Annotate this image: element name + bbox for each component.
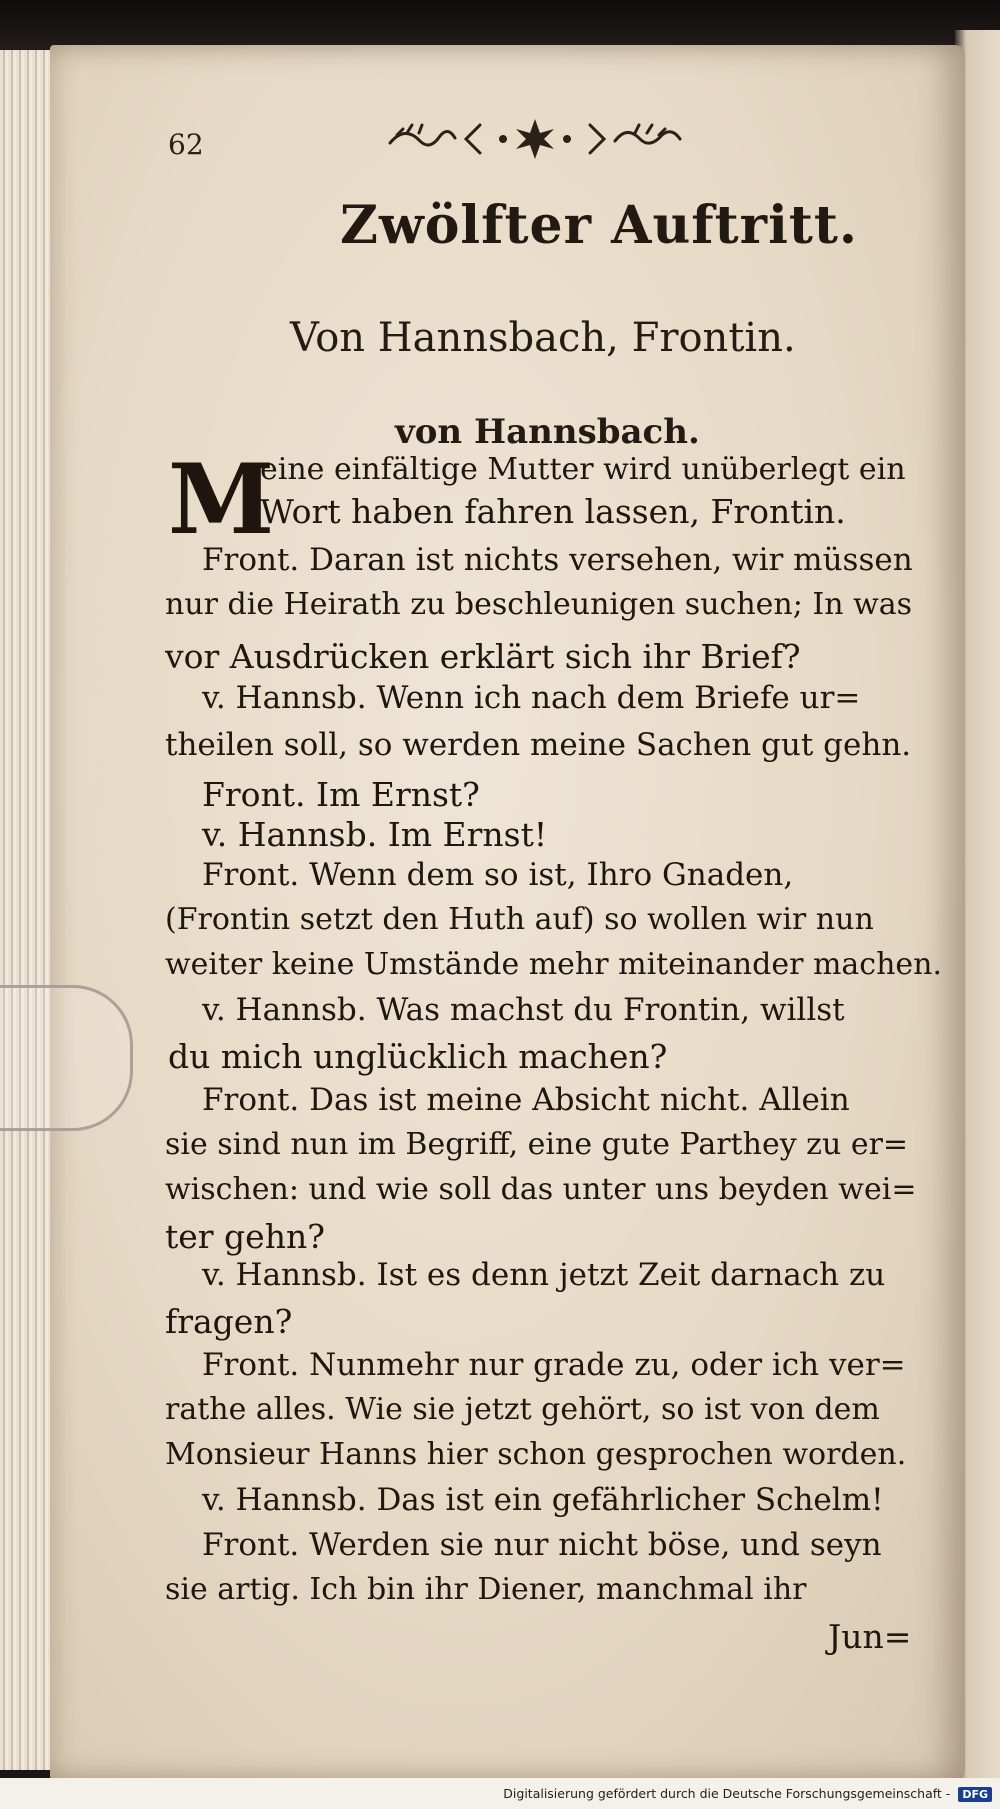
ornament-flourish-icon bbox=[385, 113, 685, 163]
text-line: v. Hannsb. Wenn ich nach dem Briefe ur= bbox=[202, 680, 861, 716]
drop-cap: M bbox=[168, 443, 275, 556]
text-line: Front. Nunmehr nur grade zu, oder ich ver= bbox=[202, 1347, 906, 1383]
speaker-heading: von Hannsbach. bbox=[395, 412, 700, 452]
text-line: Front. Wenn dem so ist, Ihro Gnaden, bbox=[202, 857, 794, 893]
text-line: Front. Daran ist nichts versehen, wir müssen bbox=[202, 542, 913, 578]
scene-title: Zwölfter Auftritt. bbox=[340, 195, 858, 256]
text-line: wischen: und wie soll das unter uns beyden wei= bbox=[165, 1172, 917, 1207]
text-line: du mich unglücklich machen? bbox=[168, 1037, 668, 1076]
text-line: vor Ausdrücken erklärt sich ihr Brief? bbox=[165, 637, 801, 676]
text-line: eine einfältige Mutter wird unüberlegt ein bbox=[260, 452, 906, 487]
characters-line: Von Hannsbach, Frontin. bbox=[290, 315, 796, 361]
funding-text: Digitalisierung gefördert durch die Deutsche Forschungsgemeinschaft - bbox=[503, 1786, 951, 1801]
text-line: v. Hannsb. Ist es denn jetzt Zeit darnach zu bbox=[202, 1257, 886, 1293]
text-line: v. Hannsb. Das ist ein gefährlicher Schelm! bbox=[202, 1482, 884, 1518]
text-line: Wort haben fahren lassen, Frontin. bbox=[260, 492, 846, 531]
page-clip bbox=[0, 985, 133, 1131]
text-line: theilen soll, so werden meine Sachen gut gehn. bbox=[165, 727, 912, 763]
page-number: 62 bbox=[168, 128, 204, 161]
text-line: Front. Werden sie nur nicht böse, und seyn bbox=[202, 1527, 882, 1563]
text-line: weiter keine Umstände mehr miteinander machen. bbox=[165, 947, 943, 982]
text-line: nur die Heirath zu beschleunigen suchen; In was bbox=[165, 587, 913, 622]
dfg-logo: DFG bbox=[958, 1787, 992, 1802]
text-line: sie artig. Ich bin ihr Diener, manchmal ihr bbox=[165, 1572, 807, 1607]
text-line: ter gehn? bbox=[165, 1217, 325, 1256]
text-line: fragen? bbox=[165, 1302, 293, 1341]
text-line: v. Hannsb. Im Ernst! bbox=[202, 815, 548, 854]
text-line: Front. Das ist meine Absicht nicht. Allein bbox=[202, 1082, 850, 1118]
text-line: Monsieur Hanns hier schon gesprochen worden. bbox=[165, 1437, 907, 1472]
text-line: (Frontin setzt den Huth auf) so wollen wir nun bbox=[165, 902, 874, 937]
text-line: sie sind nun im Begriff, eine gute Parthey zu er= bbox=[165, 1127, 909, 1162]
text-line: v. Hannsb. Was machst du Frontin, willst bbox=[202, 992, 845, 1028]
text-line: rathe alles. Wie sie jetzt gehört, so ist von dem bbox=[165, 1392, 880, 1427]
text-line: Front. Im Ernst? bbox=[202, 775, 480, 814]
catchword: Jun= bbox=[828, 1617, 912, 1656]
funding-notice bbox=[503, 1786, 992, 1802]
